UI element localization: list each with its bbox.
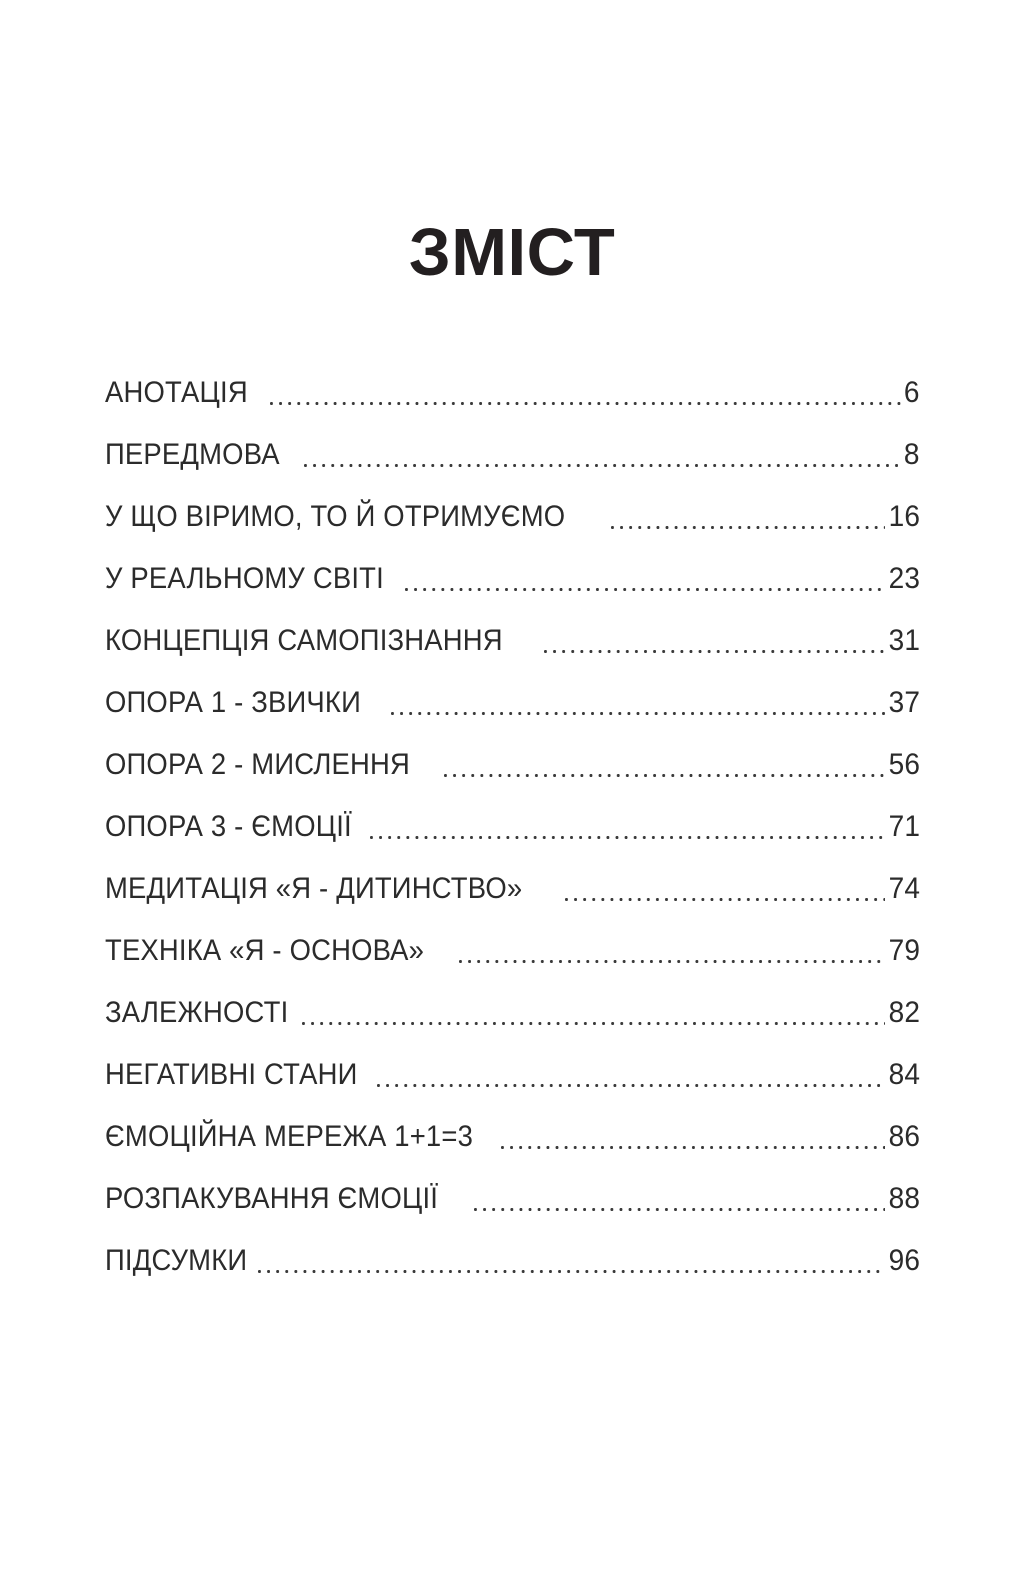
toc-entry[interactable] (105, 1217, 920, 1279)
toc-dot-leader (444, 753, 885, 783)
toc-entry-label: ОПОРА 1 - ЗВИЧКИ (105, 686, 361, 719)
toc-entry-label: ТЕХНІКА «Я - ОСНОВА» (105, 934, 425, 967)
table-of-contents-list (105, 349, 920, 1279)
toc-entry[interactable] (105, 845, 920, 907)
toc-entry-page-number: 88 (888, 1182, 920, 1215)
toc-entry-page-number: 16 (888, 500, 920, 533)
page-title: ЗМІСТ (408, 214, 616, 290)
toc-dot-leader (459, 939, 885, 969)
toc-dot-leader (302, 1001, 885, 1031)
toc-dot-leader (474, 1187, 885, 1217)
toc-entry[interactable] (105, 1031, 920, 1093)
toc-entry-label: У РЕАЛЬНОМУ СВІТІ (105, 562, 384, 595)
toc-entry-label: ОПОРА 3 - ЄМОЦІЇ (105, 810, 352, 843)
toc-entry[interactable] (105, 597, 920, 659)
toc-entry-label: МЕДИТАЦІЯ «Я - ДИТИНСТВО» (105, 872, 523, 905)
toc-entry-label: ОПОРА 2 - МИСЛЕННЯ (105, 748, 410, 781)
toc-entry-label: АНОТАЦІЯ (105, 376, 248, 409)
toc-entry-page-number: 84 (888, 1058, 920, 1091)
toc-dot-leader (565, 877, 885, 907)
toc-entry-page-number: 23 (888, 562, 920, 595)
toc-entry-page-number: 74 (888, 872, 920, 905)
toc-entry[interactable] (105, 907, 920, 969)
toc-entry-page-number: 37 (888, 686, 920, 719)
toc-dot-leader (611, 505, 885, 535)
toc-entry-page-number: 71 (888, 810, 920, 843)
toc-dot-leader (304, 443, 901, 473)
toc-entry[interactable] (105, 969, 920, 1031)
toc-entry-label: НЕГАТИВНІ СТАНИ (105, 1058, 358, 1091)
toc-entry[interactable] (105, 659, 920, 721)
toc-entry-page-number: 8 (904, 438, 920, 471)
toc-dot-leader (544, 629, 885, 659)
toc-entry[interactable] (105, 349, 920, 411)
toc-entry[interactable] (105, 783, 920, 845)
toc-dot-leader (370, 815, 884, 845)
toc-entry-label: ПІДСУМКИ (105, 1244, 248, 1277)
toc-dot-leader (405, 567, 885, 597)
toc-dot-leader (270, 381, 902, 411)
toc-entry-label: ПЕРЕДМОВА (105, 438, 280, 471)
toc-entry[interactable] (105, 721, 920, 783)
toc-entry[interactable] (105, 473, 920, 535)
toc-entry-label: КОНЦЕПЦІЯ САМОПІЗНАННЯ (105, 624, 503, 657)
toc-entry-label: РОЗПАКУВАННЯ ЄМОЦІЇ (105, 1182, 439, 1215)
toc-entry-page-number: 56 (888, 748, 920, 781)
toc-dot-leader (501, 1125, 885, 1155)
toc-entry[interactable] (105, 535, 920, 597)
toc-entry-label: ЗАЛЕЖНОСТІ (105, 996, 289, 1029)
toc-entry-page-number: 6 (904, 376, 920, 409)
toc-entry-page-number: 82 (888, 996, 920, 1029)
toc-entry[interactable] (105, 1093, 920, 1155)
toc-entry-label: ЄМОЦІЙНА МЕРЕЖА 1+1=3 (105, 1120, 474, 1153)
toc-entry[interactable] (105, 1155, 920, 1217)
toc-entry-label: У ЩО ВІРИМО, ТО Й ОТРИМУЄМО (105, 500, 566, 533)
toc-dot-leader (258, 1249, 885, 1279)
toc-dot-leader (377, 1063, 885, 1093)
toc-entry-page-number: 31 (888, 624, 920, 657)
toc-entry-page-number: 86 (888, 1120, 920, 1153)
toc-entry-page-number: 96 (888, 1244, 920, 1277)
toc-entry-page-number: 79 (888, 934, 920, 967)
toc-dot-leader (391, 691, 885, 721)
toc-entry[interactable] (105, 411, 920, 473)
